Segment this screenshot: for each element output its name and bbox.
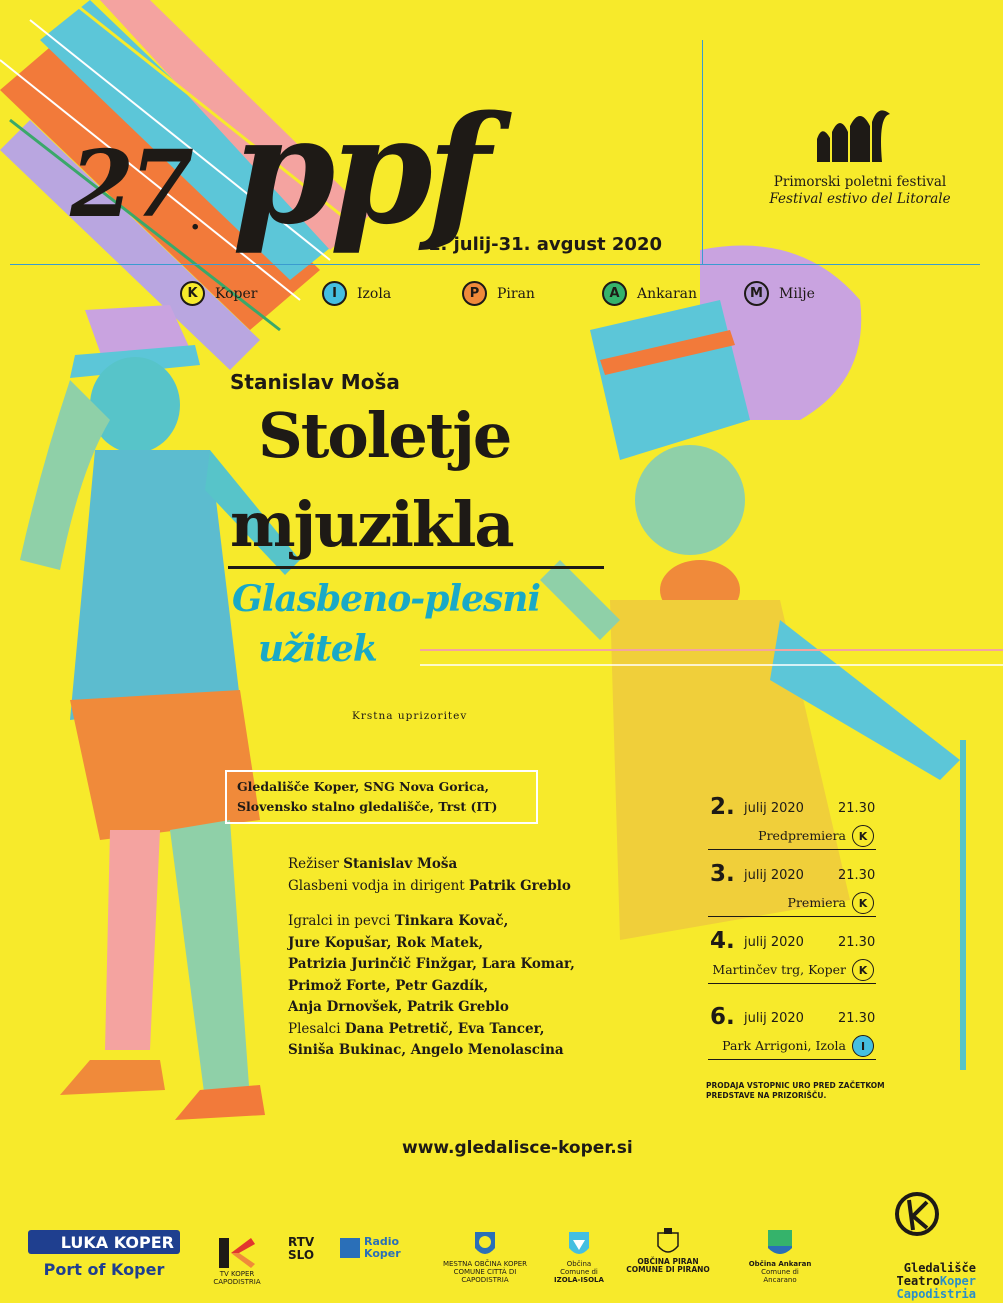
edition-dot: . [190,202,201,237]
radio-koper-icon [340,1238,360,1258]
mok-coat-of-arms-icon [473,1230,497,1260]
ankaran-logo: Občina Ankaran Comune di Ancarano [744,1228,816,1284]
town-name: Milje [779,285,815,302]
credit-director: Režiser Stanislav Moša [288,856,458,872]
show-title-line2: mjuzikla [230,488,513,561]
producers-line1: Gledališče Koper, SNG Nova Gorica, [237,779,490,794]
mok-logo: MESTNA OBČINA KOPER COMUNE CITTÀ DI CAPODISTRIA [430,1230,540,1284]
town-badge: M [744,281,769,306]
credit-cast: Igralci in pevci Tinkara Kovač, [288,913,509,929]
town-badge: K [852,959,874,981]
header-divider-vertical [702,40,703,265]
show-subtitle-line2: užitek [258,628,377,670]
rtv-slo-logo: RTV SLO [288,1235,315,1262]
credits-block [288,854,575,1062]
ankaran-coat-of-arms-icon [766,1228,794,1260]
schedule-item: 3. julij 2020 21.30 Premiera K [708,861,876,917]
ticket-note: PRODAJA VSTOPNIC URO PRED ZAČETKOM PREDSTAVE NA PRIZORIŠČU. [706,1081,885,1100]
town-badge: P [462,281,487,306]
credit-cast-line: Primož Forte, Petr Gazdík, [288,977,489,994]
izola-coat-of-arms-icon [567,1230,591,1260]
festival-waves-logo-icon [812,104,892,164]
town-name: Piran [497,285,535,302]
show-title-line1: Stoletje [258,399,511,472]
ppf-logo-text: ppf [232,83,485,257]
town-badge: I [322,281,347,306]
credit-cast-line: Jure Kopušar, Rok Matek, [288,934,484,951]
town-badge: K [852,892,874,914]
town-koper [180,281,257,306]
town-ankaran [602,281,697,306]
credit-dancers-line: Siniša Bukinac, Angelo Menolascina [288,1042,564,1058]
radio-koper-logo: Radio Koper [340,1236,401,1260]
festival-dates: 1. julij-31. avgust 2020 [428,234,663,255]
schedule-item: 6. julij 2020 21.30 Park Arrigoni, Izola I [708,1004,876,1060]
credit-cast-line: Patrizia Jurinčič Finžgar, Lara Komar, [288,956,575,972]
show-author: Stanislav Moša [230,370,400,394]
website-link[interactable]: www.gledalisce-koper.si [402,1138,633,1158]
tv-koper-k-icon [217,1236,257,1270]
producers-line2: Slovensko stalno gledališče, Trst (IT) [237,799,498,814]
town-badge: I [852,1035,874,1057]
piran-logo: OBČINA PIRAN COMUNE DI PIRANO [626,1228,710,1274]
luka-koper-bottom: Port of Koper [43,1260,165,1279]
schedule-item: 4. julij 2020 21.30 Martinčev trg, Koper K [708,928,876,984]
festival-name-it: Festival estivo del Litorale [769,191,951,207]
header-divider-horizontal [10,264,980,265]
town-izola [322,281,391,306]
luka-koper-top: LUKA KOPER [28,1230,180,1254]
gledalisce-koper-k-icon [893,1190,941,1238]
tv-koper-logo: TV KOPER CAPODISTRIA [212,1236,262,1286]
gledalisce-koper-logo-text: Gledališče TeatroKoper Capodistria [896,1261,976,1301]
producers-box [225,770,538,824]
edition-number: 27 [70,130,191,238]
festival-name-sl: Primorski poletni festival [773,174,947,190]
festival-name [740,174,980,208]
piran-coat-of-arms-icon [653,1228,683,1258]
town-name: Ankaran [637,285,698,302]
show-subtitle-line1: Glasbeno-plesni [232,578,541,620]
izola-logo: Občina Comune di IZOLA-ISOLA [552,1230,606,1284]
town-badge: K [852,825,874,847]
town-milje [744,281,815,306]
credit-dancers: Plesalci Dana Petretič, Eva Tancer, [288,1020,545,1037]
schedule-item: 2. julij 2020 21.30 Predpremiera K [708,794,876,850]
town-badge: K [180,281,205,306]
town-name: Izola [357,285,392,302]
premiere-type: Krstna uprizoritev [352,710,468,722]
town-badge: A [602,281,627,306]
credit-music: Glasbeni vodja in dirigent Patrik Greblo [288,877,571,894]
luka-koper-logo [28,1230,180,1288]
town-piran [462,281,535,306]
credit-cast-line: Anja Drnovšek, Patrik Greblo [288,999,509,1015]
town-name: Koper [215,285,258,302]
title-underline [228,566,604,569]
